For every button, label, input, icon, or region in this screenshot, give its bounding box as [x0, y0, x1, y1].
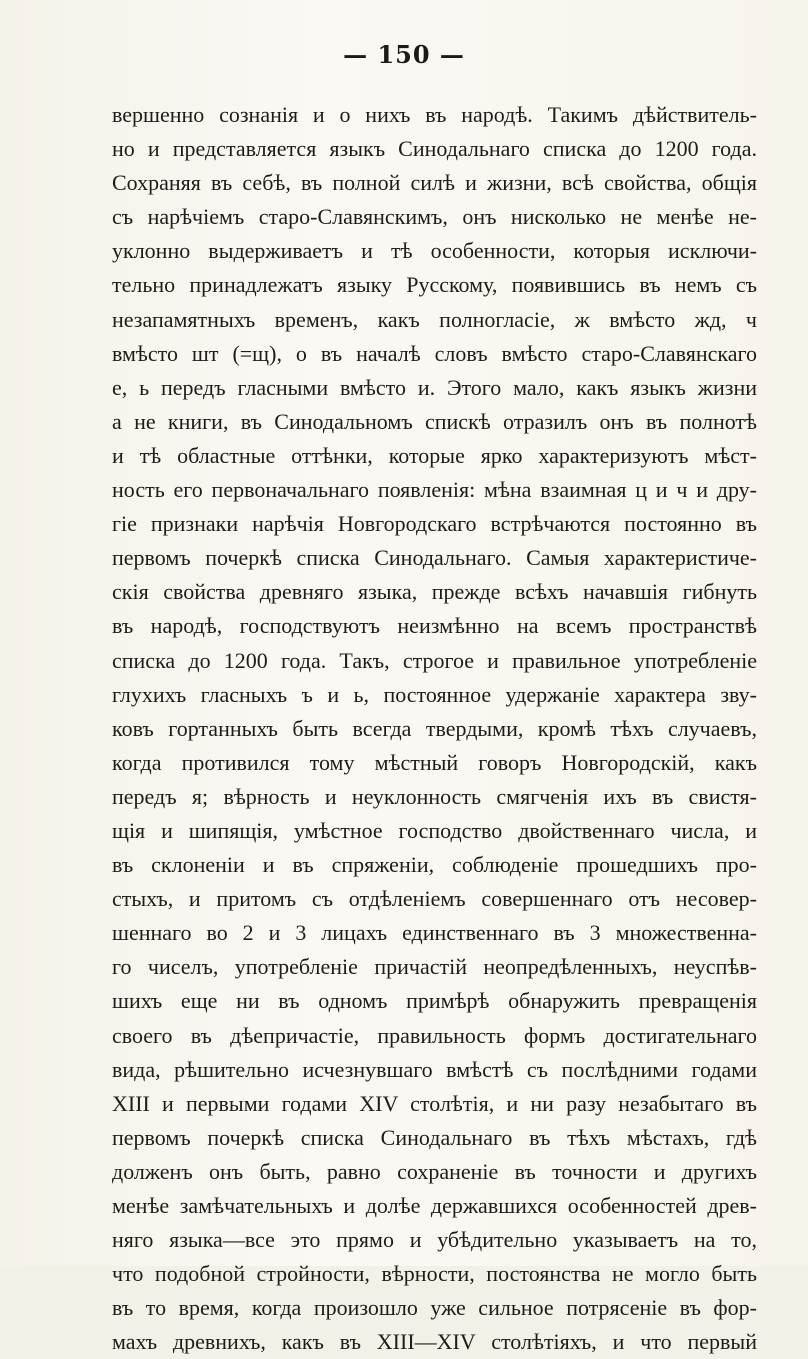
text-line: щія и шипящія, умѣстное господство двойственнаго числа, и: [112, 817, 757, 843]
text-line: когда противился тому мѣстный говоръ Новгородскій, какъ: [112, 749, 757, 775]
text-line: няго языка—все это прямо и убѣдительно указываетъ на то,: [112, 1227, 757, 1253]
text-line: ковъ гортанныхъ быть всегда твердыми, кромѣ тѣхъ случаевъ,: [112, 715, 757, 741]
text-line: передъ я; вѣрность и неуклонность смягченія ихъ въ свистя-: [112, 783, 757, 809]
text-line: первомъ почеркѣ списка Синодальнаго въ тѣхъ мѣстахъ, гдѣ: [112, 1124, 757, 1150]
text-line: скія свойства древняго языка, прежде всѣхъ начавшія гибнуть: [112, 579, 757, 605]
text-line: въ народѣ, господствуютъ неизмѣнно на всемъ пространствѣ: [112, 613, 757, 639]
text-line: тельно принадлежатъ языку Русскому, появившись въ немъ съ: [112, 272, 757, 298]
text-line: а не книги, въ Синодальномъ спискѣ отразилъ онъ въ полнотѣ: [112, 408, 757, 434]
text-line: и тѣ областные оттѣнки, которые ярко характеризуютъ мѣст-: [112, 442, 757, 468]
page-number: — 150 —: [343, 40, 465, 69]
text-line: шихъ еще ни въ одномъ примѣрѣ обнаружить превращенія: [112, 988, 757, 1014]
text-line: ность его первоначальнаго появленія: мѣна взаимная ц и ч и дру-: [112, 477, 757, 503]
text-line: глухихъ гласныхъ ъ и ь, постоянное удержаніе характера зву-: [112, 681, 757, 707]
text-line: долженъ онъ быть, равно сохраненіе въ точности и другихъ: [112, 1158, 757, 1184]
text-line: го чиселъ, употребленіе причастій неопредѣленныхъ, неуспѣв-: [112, 954, 757, 980]
text-line: съ нарѣчіемъ старо-Славянскимъ, онъ нисколько не менѣе не-: [112, 204, 757, 230]
text-line: XIII и первыми годами XIV столѣтія, и ни разу незабытаго въ: [112, 1090, 757, 1116]
text-line: въ то время, когда произошло уже сильное потрясеніе въ фор-: [112, 1295, 757, 1321]
text-line: уклонно выдерживаетъ и тѣ особенности, которыя исключи-: [112, 238, 757, 264]
body-text: [112, 98, 757, 1359]
text-line: Сохраняя въ себѣ, въ полной силѣ и жизни, всѣ свойства, общія: [112, 170, 757, 196]
text-line: вмѣсто шт (=щ), о въ началѣ словъ вмѣсто старо-Славянскаго: [112, 340, 757, 366]
text-line: первомъ почеркѣ списка Синодальнаго. Самыя характеристиче-: [112, 545, 757, 571]
text-line: но и представляется языкъ Синодальнаго списка до 1200 года.: [112, 136, 757, 162]
text-line: своего въ дѣепричастіе, правильность формъ достигательнаго: [112, 1022, 757, 1048]
text-line: шеннаго во 2 и 3 лицахъ единственнаго въ 3 множественна-: [112, 920, 757, 946]
text-line: что подобной стройности, вѣрности, постоянства не могло быть: [112, 1261, 757, 1287]
text-line: стыхъ, и притомъ съ отдѣленіемъ совершеннаго отъ несовер-: [112, 886, 757, 912]
text-line: списка до 1200 года. Такъ, строгое и правильное употребленіе: [112, 647, 757, 673]
text-line: менѣе замѣчательныхъ и долѣе державшихся особенностей древ-: [112, 1193, 757, 1218]
text-line: гіе признаки нарѣчія Новгородскаго встрѣчаются постоянно въ: [112, 511, 757, 537]
text-line: незапамятныхъ временъ, какъ полногласіе, ж вмѣсто жд, ч: [112, 306, 757, 332]
text-line: вида, рѣшительно исчезнувшаго вмѣстѣ съ послѣдними годами: [112, 1056, 757, 1082]
text-line: е, ь передъ гласными вмѣсто и. Этого мало, какъ языкъ жизни: [112, 374, 757, 400]
text-line: вершенно сознанія и о нихъ въ народѣ. Такимъ дѣйствитель-: [112, 102, 757, 127]
text-line: въ склоненіи и въ спряженіи, соблюденіе прошедшихъ про-: [112, 852, 757, 878]
text-line: махъ древнихъ, какъ въ XIII—XIV столѣтіяхъ, и что первый: [112, 1329, 757, 1355]
